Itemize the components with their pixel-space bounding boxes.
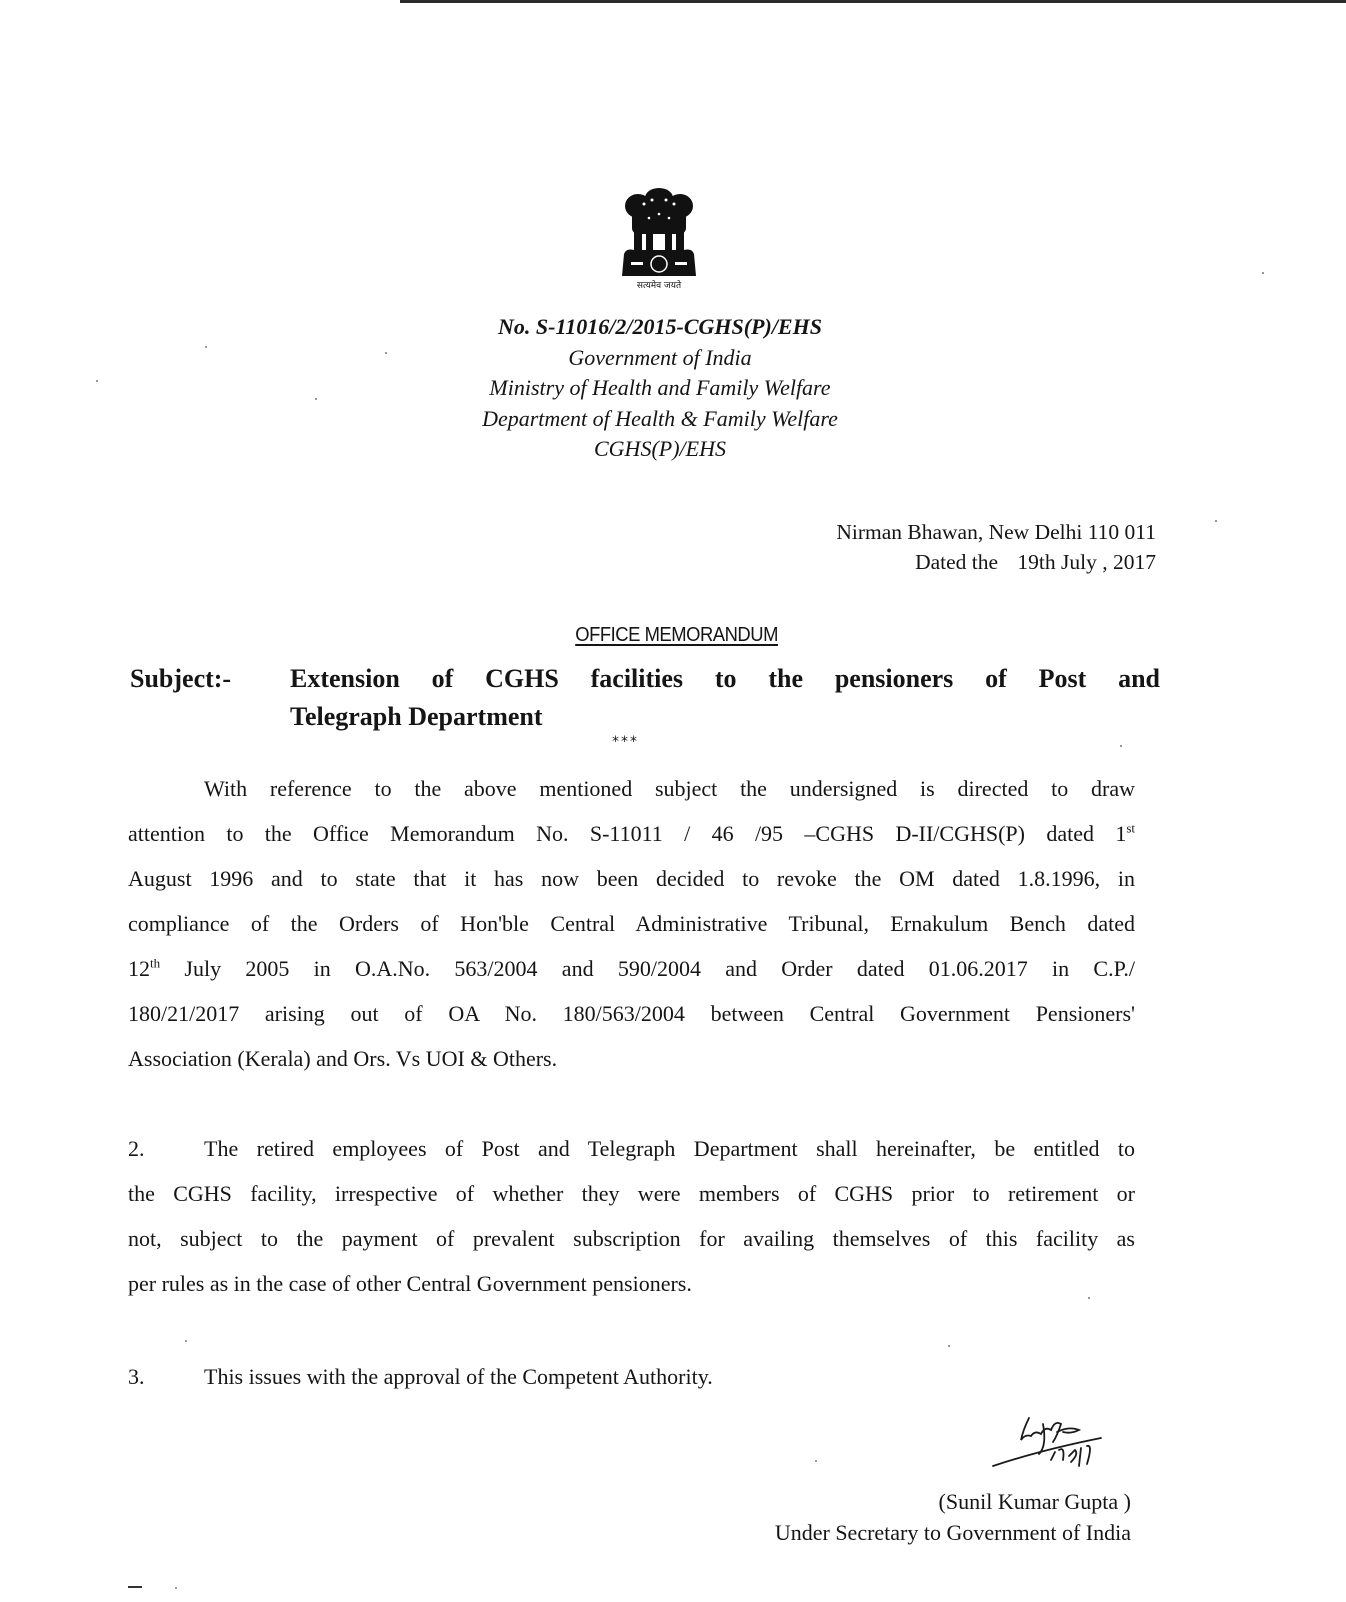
scan-speck	[175, 1587, 177, 1589]
paragraph-2	[128, 1126, 1135, 1306]
paragraph-line: With reference to the above mentioned subject the undersigned is directed to draw	[204, 776, 1135, 801]
signature-scribble-icon	[951, 1410, 1131, 1490]
paragraph-line: 3. This issues with the approval of the Competent Authority.	[128, 1354, 1135, 1399]
ministry-name: Ministry of Health and Family Welfare	[489, 375, 831, 400]
paragraph-line: per rules as in the case of other Central Government pensioners.	[128, 1271, 692, 1296]
subject-label: Subject:-	[130, 664, 232, 693]
file-number: No. S-11016/2/2015-CGHS(P)/EHS	[498, 314, 822, 339]
paragraph-line: not, subject to the payment of prevalent subscription for availing themselves of this facility as	[128, 1226, 1135, 1251]
paragraph-line: 12th July 2005 in O.A.No. 563/2004 and 590/2004 and Order dated 01.06.2017 in C.P./	[128, 955, 1135, 981]
office-memorandum-heading: OFFICE MEMORANDUM	[575, 624, 778, 646]
signatory-name: (Sunil Kumar Gupta )	[938, 1489, 1131, 1514]
section-name: CGHS(P)/EHS	[594, 436, 726, 461]
signatory-designation: Under Secretary to Government of India	[774, 1520, 1131, 1545]
paragraph-line: the CGHS facility, irrespective of whether they were members of CGHS prior to retirement or	[128, 1181, 1135, 1206]
subject-line-2: Telegraph Department	[290, 702, 543, 731]
scan-speck	[96, 380, 98, 382]
letterhead	[340, 312, 980, 465]
paragraph-number: 3.	[128, 1364, 145, 1389]
dated-label: Dated the	[915, 550, 999, 574]
paragraph-line: Association (Kerala) and Ors. Vs UOI & Others.	[128, 1046, 558, 1071]
date-line	[836, 547, 1156, 577]
national-emblem-icon	[614, 184, 704, 280]
paragraph-line: attention to the Office Memorandum No. S-11011 / 46 /95 –CGHS D-II/CGHS(P) dated 1st	[128, 820, 1135, 846]
subject-text	[290, 660, 1160, 736]
scan-speck	[815, 1460, 817, 1462]
scan-speck	[948, 1345, 950, 1347]
scan-speck	[315, 398, 317, 400]
scan-speck	[1120, 745, 1122, 747]
handwritten-signature	[951, 1410, 1131, 1490]
place: Nirman Bhawan, New Delhi 110 011	[836, 520, 1156, 544]
scan-edge-line	[400, 0, 1346, 3]
national-emblem	[614, 184, 704, 294]
date-value: 19th July , 2017	[1017, 550, 1156, 574]
place-and-date	[836, 517, 1156, 577]
paragraph-line: August 1996 and to state that it has now been decided to revoke the OM dated 1.8.1996, in	[128, 866, 1135, 891]
government-name: Government of India	[568, 344, 752, 370]
signatory-block	[775, 1486, 1131, 1548]
subject-separator: ***	[612, 734, 639, 750]
paragraph-1	[128, 766, 1135, 1081]
paragraph-line: 2. The retired employees of Post and Telegraph Department shall hereinafter, be entitled to	[128, 1126, 1135, 1171]
paragraph-3	[128, 1354, 1135, 1399]
paragraph-number: 2.	[128, 1136, 145, 1161]
scan-speck	[1215, 520, 1217, 522]
paragraph-line: compliance of the Orders of Hon'ble Central Administrative Tribunal, Ernakulum Bench dated	[128, 911, 1135, 936]
paragraph-line: 180/21/2017 arising out of OA No. 180/563/2004 between Central Government Pensioners'	[128, 1001, 1135, 1026]
emblem-motto: सत्यमेव जयते	[636, 281, 682, 291]
subject-line-1: Extension of CGHS facilities to the pensioners of Post and	[290, 664, 1160, 693]
scan-speck	[205, 346, 207, 348]
document-title	[54, 624, 1292, 647]
department-name: Department of Health & Family Welfare	[482, 405, 838, 431]
scan-speck	[185, 1340, 187, 1342]
scan-speck	[1262, 272, 1264, 274]
